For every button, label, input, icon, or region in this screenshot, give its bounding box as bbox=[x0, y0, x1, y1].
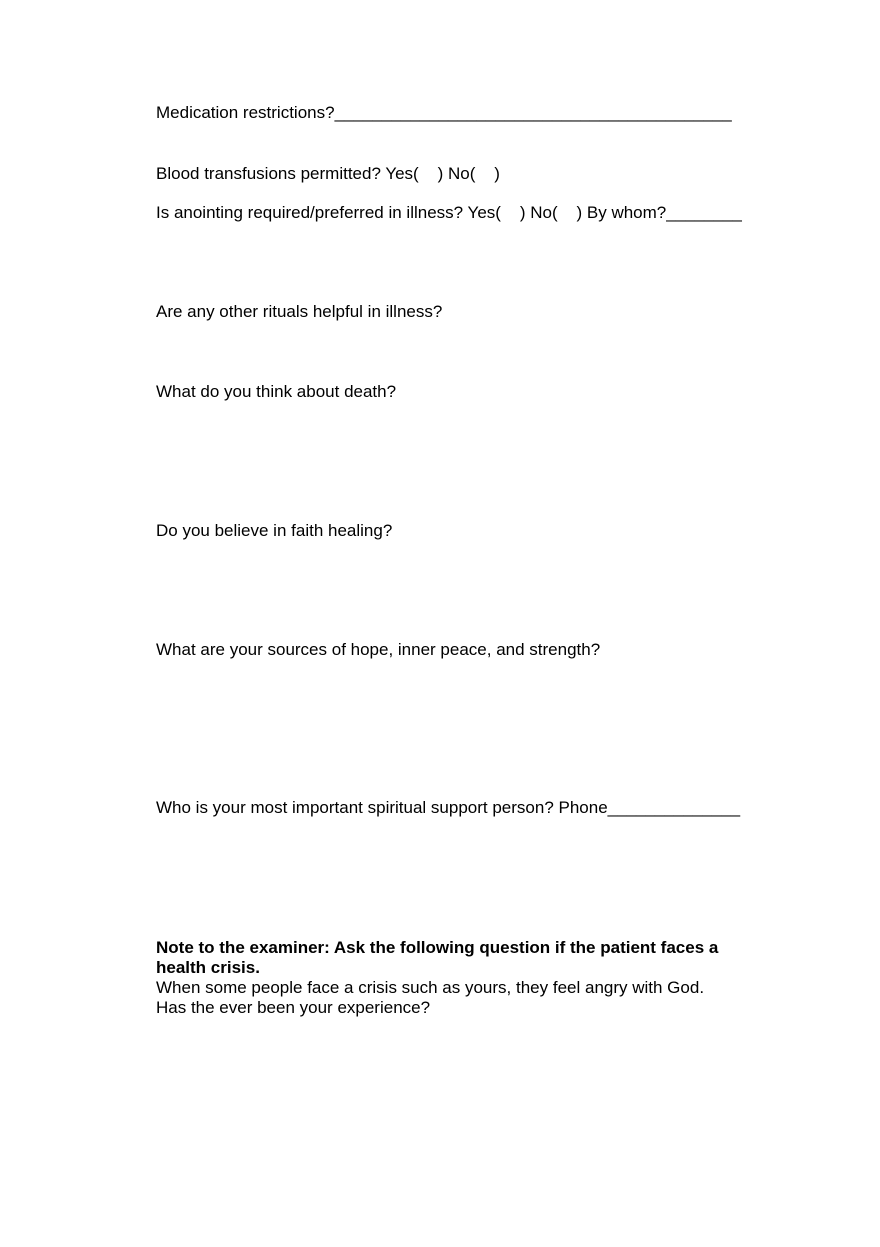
examiner-note bbox=[156, 938, 756, 1018]
blood-transfusions-question: Blood transfusions permitted? Yes( ) No( ) bbox=[156, 164, 500, 183]
medication-restrictions-question: Medication restrictions?__________________________________________ bbox=[156, 103, 732, 122]
crisis-question-line-2: Has the ever been your experience? bbox=[156, 998, 431, 1017]
faith-healing-question: Do you believe in faith healing? bbox=[156, 521, 393, 540]
sources-of-hope-question: What are your sources of hope, inner peace, and strength? bbox=[156, 640, 601, 659]
anointing-question: Is anointing required/preferred in illness? Yes( ) No( ) By whom?________ bbox=[156, 203, 742, 222]
crisis-question-line-1: When some people face a crisis such as yours, they feel angry with God. bbox=[156, 978, 705, 997]
other-rituals-question: Are any other rituals helpful in illness? bbox=[156, 302, 443, 321]
examiner-note-heading: Note to the examiner: Ask the following question if the patient faces a health crisis. bbox=[156, 938, 719, 977]
support-person-question: Who is your most important spiritual support person? Phone______________ bbox=[156, 798, 741, 817]
death-question: What do you think about death? bbox=[156, 382, 397, 401]
